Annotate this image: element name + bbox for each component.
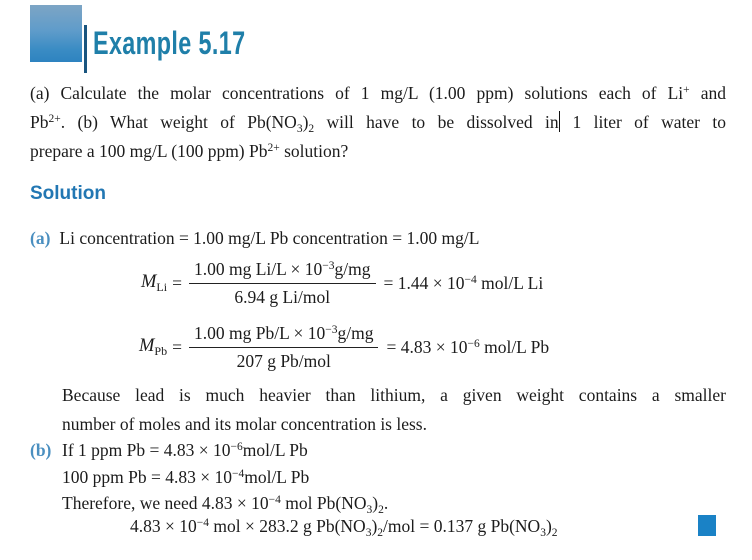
variable-symbol: M <box>139 336 155 356</box>
superscript: −4 <box>196 517 209 529</box>
variable-subscript: Li <box>156 280 168 294</box>
text-run: g/mg <box>337 323 374 343</box>
variable-symbol: M <box>141 272 157 292</box>
superscript: −4 <box>268 494 281 506</box>
subscript: 2 <box>308 122 315 135</box>
fraction <box>189 259 376 308</box>
superscript: 2+ <box>267 141 280 154</box>
explanation-line-2: number of moles and its molar concentration is less. <box>62 414 427 434</box>
formula-molarity-pb <box>139 323 549 372</box>
subscript: 2 <box>377 527 384 539</box>
text-run: ) <box>545 516 552 536</box>
text-run: ) <box>371 516 378 536</box>
formula-molarity-li <box>141 259 543 308</box>
equals-sign: = <box>172 337 182 357</box>
text-run: mol/L Pb <box>479 337 550 357</box>
subscript: 3 <box>366 504 373 516</box>
variable-m-li <box>141 272 167 295</box>
part-a-text: Li concentration = 1.00 mg/L Pb concentration = 1.00 mg/L <box>59 228 480 248</box>
problem-line-2 <box>30 108 726 137</box>
superscript: −4 <box>464 274 477 286</box>
part-b-line-2 <box>62 464 388 491</box>
text-run: g/mg <box>334 259 371 279</box>
part-b-marker: (b) <box>30 440 52 460</box>
text-run: mol/L Pb <box>242 440 308 460</box>
solution-part-a <box>30 228 479 249</box>
superscript: −3 <box>322 260 335 272</box>
text-run: . <box>383 493 389 513</box>
subscript: 2 <box>551 527 558 539</box>
text-run: will have to be dissolved in <box>314 111 559 132</box>
formula-result <box>386 337 549 358</box>
text-run: /mol = 0.137 g Pb(NO <box>383 516 541 536</box>
solution-part-b <box>30 437 388 517</box>
text-run: mol × 283.2 g Pb(NO <box>209 516 366 536</box>
final-equation <box>130 516 558 537</box>
text-run: (a) Calculate the molar concentrations of 1 mg/L (1.00 ppm) solutions each of Li <box>30 83 684 103</box>
solution-heading: Solution <box>30 183 106 204</box>
explanation-line-1: Because lead is much heavier than lithium, a given weight contains a smaller <box>62 385 726 405</box>
variable-subscript: Pb <box>154 344 168 358</box>
superscript: −6 <box>467 338 480 350</box>
fraction-denominator: 6.94 g Li/mol <box>189 283 376 308</box>
superscript: −6 <box>230 441 243 453</box>
fraction-denominator: 207 g Pb/mol <box>189 347 378 372</box>
superscript: −3 <box>325 324 338 336</box>
superscript: + <box>683 84 690 96</box>
variable-m-pb <box>139 336 167 359</box>
header-accent-square <box>30 5 82 62</box>
text-run: 4.83 × 10 <box>130 516 197 536</box>
fraction <box>189 323 378 372</box>
part-b-line-3 <box>62 490 388 517</box>
part-b-lines <box>62 437 388 517</box>
text-run: 100 ppm Pb = 4.83 × 10 <box>62 466 232 487</box>
equals-sign: = <box>172 273 182 293</box>
text-run: Pb <box>30 111 49 132</box>
header-vertical-rule <box>84 25 87 73</box>
subscript: 3 <box>540 527 546 539</box>
text-run: prepare a 100 mg/L (100 ppm) Pb <box>30 140 268 161</box>
text-run: = 1.44 × 10 <box>383 273 465 293</box>
explanation-paragraph <box>62 381 726 439</box>
fraction-numerator <box>189 259 376 283</box>
text-run: solution? <box>279 140 349 161</box>
text-run: ) <box>302 111 309 132</box>
superscript: 2+ <box>48 112 61 125</box>
example-title: Example 5.17 <box>93 25 246 61</box>
subscript: 3 <box>365 527 372 539</box>
formula-result <box>384 273 544 294</box>
problem-line-1 <box>30 79 726 108</box>
text-run: ) <box>372 493 379 513</box>
text-run: Therefore, we need 4.83 × 10 <box>62 493 269 513</box>
text-run: mol/L Pb <box>244 466 310 487</box>
text-run: If 1 ppm Pb = 4.83 × 10 <box>62 440 231 460</box>
problem-line-3 <box>30 137 726 166</box>
fraction-numerator <box>189 323 378 347</box>
subscript: 3 <box>296 122 303 135</box>
end-of-example-marker <box>698 515 716 536</box>
subscript: 2 <box>378 504 384 516</box>
part-b-line-1 <box>62 437 388 464</box>
text-run: . (b) What weight of Pb(NO <box>60 111 297 132</box>
problem-statement <box>30 79 726 165</box>
part-a-marker: (a) <box>30 228 51 248</box>
text-run: 1.00 mg Pb/L × 10 <box>193 323 326 343</box>
superscript: −4 <box>231 467 245 480</box>
text-run: mol/L Li <box>476 273 544 293</box>
text-run: = 4.83 × 10 <box>386 337 468 357</box>
text-run: mol Pb(NO <box>280 493 367 513</box>
text-run: 1 liter of water to <box>560 111 727 132</box>
text-run: 1.00 mg Li/L × 10 <box>193 259 323 279</box>
text-run: and <box>689 83 726 103</box>
